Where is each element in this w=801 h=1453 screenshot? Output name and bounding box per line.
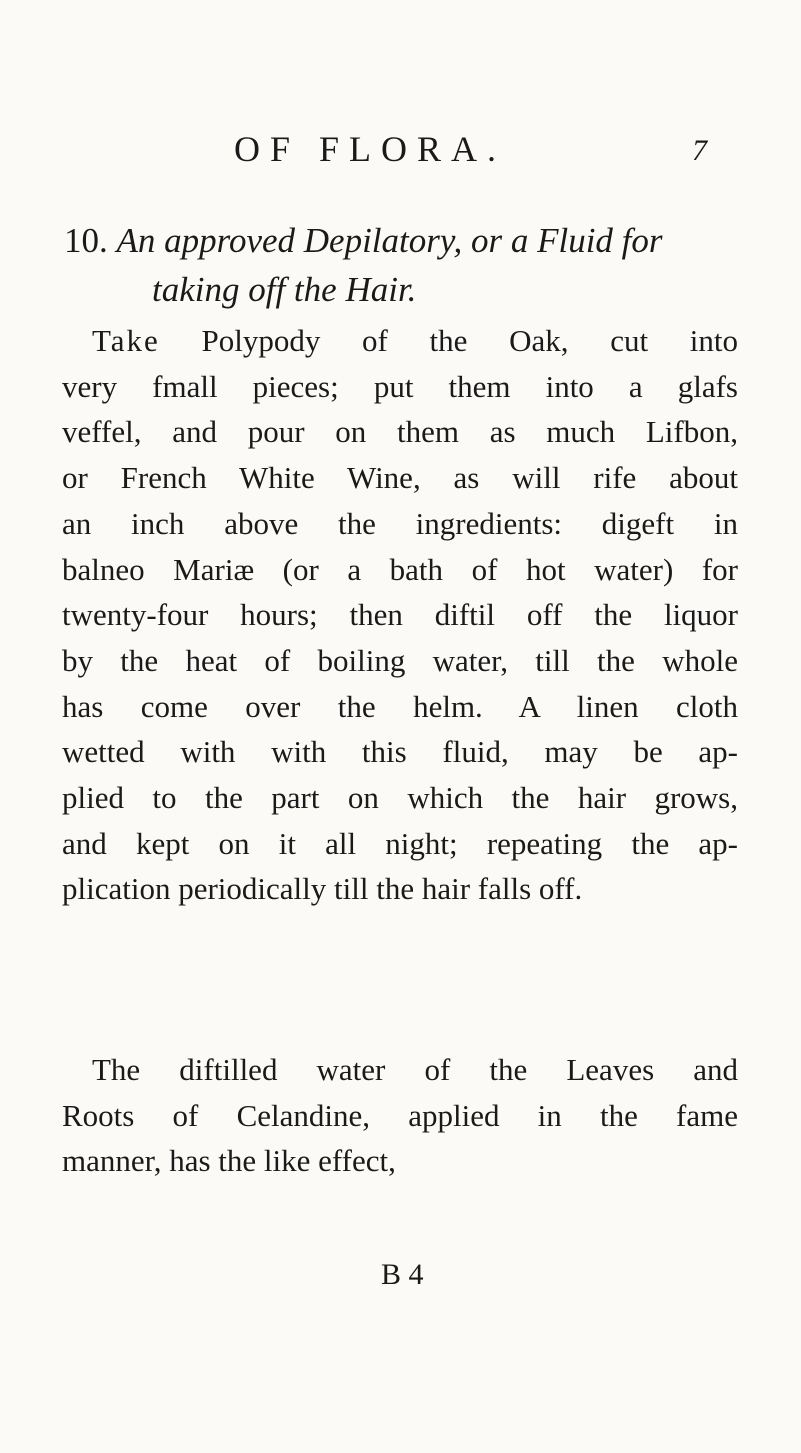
para2-line-1: Roots of Celandine, applied in the fame bbox=[62, 1097, 738, 1133]
recipe-heading bbox=[64, 216, 744, 314]
recipe-number: 10. bbox=[64, 221, 108, 260]
recipe-line-5: balneo Mariæ (or a bath of hot water) for bbox=[62, 551, 738, 587]
recipe-line-8: has come over the helm. A linen cloth bbox=[62, 688, 738, 724]
recipe-title-line1: An approved Depilatory, or a Fluid for bbox=[116, 221, 663, 260]
recipe-line-6: twenty-four hours; then diftil off the liquor bbox=[62, 597, 738, 633]
celandine-paragraph bbox=[62, 1047, 738, 1184]
recipe-line-7: by the heat of boiling water, till the whole bbox=[62, 642, 738, 678]
lead-word: Take bbox=[92, 323, 160, 358]
recipe-line-12: plication periodically till the hair falls off. bbox=[62, 871, 583, 907]
recipe-line-11: and kept on it all night; repeating the ap- bbox=[62, 825, 738, 861]
para2-line-2: manner, has the like effect, bbox=[62, 1143, 396, 1179]
recipe-line-0-text: Polypody of the Oak, cut into bbox=[159, 323, 738, 358]
para2-line-0: The diftilled water of the Leaves and bbox=[92, 1052, 738, 1087]
recipe-line-9: wetted with with this fluid, may be ap- bbox=[62, 734, 738, 770]
recipe-line-10: plied to the part on which the hair grows, bbox=[62, 780, 738, 816]
running-head: OF FLORA. bbox=[234, 129, 507, 169]
recipe-line-4: an inch above the ingredients: digeft in bbox=[62, 505, 738, 541]
recipe-line-3: or French White Wine, as will rife about bbox=[62, 460, 738, 496]
recipe-title-line2: taking off the Hair. bbox=[152, 270, 417, 309]
recipe-body bbox=[62, 318, 738, 912]
recipe-line-1: very fmall pieces; put them into a glafs bbox=[62, 368, 738, 404]
recipe-line-2: veffel, and pour on them as much Lifbon, bbox=[62, 414, 738, 450]
page-number: 7 bbox=[692, 134, 707, 167]
signature-mark: B 4 bbox=[381, 1258, 424, 1291]
recipe-line-0 bbox=[62, 318, 738, 364]
